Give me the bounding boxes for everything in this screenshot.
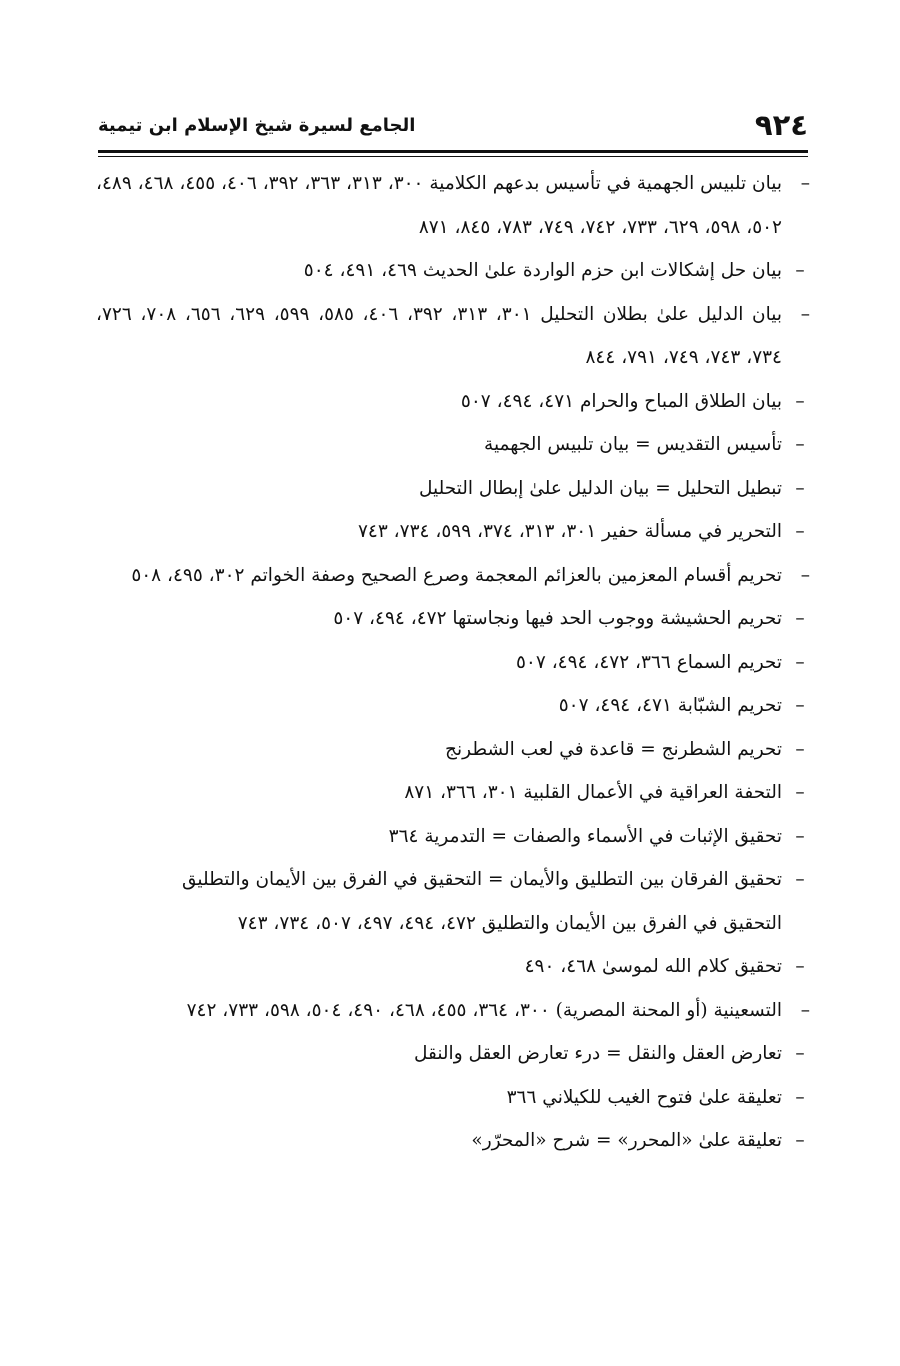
- entry-text: تحريم الحشيشة ووجوب الحد فيها ونجاستها ٤٧٢، ٤٩٤، ٥٠٧: [333, 608, 782, 629]
- index-entry: [96, 771, 810, 815]
- entry-dash: –: [795, 825, 805, 847]
- entry-text: التحفة العراقية في الأعمال القلبية ٣٠١، ٣٦٦، ٨٧١: [404, 782, 782, 803]
- entry-dash: –: [800, 173, 810, 194]
- index-entry: [96, 1032, 810, 1076]
- entry-text: التحرير في مسألة حفير ٣٠١، ٣١٣، ٣٧٤، ٥٩٩، ٧٣٤، ٧٤٣: [357, 521, 782, 542]
- index-entry: [96, 684, 810, 728]
- entry-dash: –: [795, 738, 805, 760]
- header-rule: [98, 150, 808, 153]
- entry-text: تبطيل التحليل = بيان الدليل علىٰ إبطال التحليل: [419, 477, 782, 499]
- entry-text: تحريم الشبّابة ٤٧١، ٤٩٤، ٥٠٧: [558, 695, 782, 716]
- index-entry: [96, 423, 810, 467]
- index-entry: [96, 510, 810, 554]
- entry-dash: –: [795, 608, 805, 629]
- entry-text: تعارض العقل والنقل = درء تعارض العقل والنقل: [413, 1043, 782, 1064]
- entry-text: تحريم الشطرنج = قاعدة في لعب الشطرنج: [445, 738, 782, 760]
- entry-text: تأسيس التقديس = بيان تلبيس الجهمية: [484, 434, 782, 455]
- entry-text: تحقيق الإثبات في الأسماء والصفات = التدمرية ٣٦٤: [388, 825, 782, 847]
- index-entry: [96, 249, 810, 293]
- entry-text: تعليقة علىٰ «المحرر» = شرح «المحرّر»: [471, 1130, 782, 1151]
- entry-dash: –: [795, 521, 805, 542]
- entry-dash: –: [795, 869, 805, 890]
- index-entry: [96, 858, 810, 902]
- index-entry: [96, 293, 810, 380]
- entry-text: بيان حل إشكالات ابن حزم الواردة علىٰ الحديث ٤٦٩، ٤٩١، ٥٠٤: [303, 260, 782, 281]
- index-entry: [96, 1076, 810, 1120]
- entry-text: بيان الدليل علىٰ بطلان التحليل ٣٠١، ٣١٣، ٣٩٢، ٤٠٦، ٥٨٥، ٥٩٩، ٦٢٩، ٦٥٦، ٧٠٨، ٧٢٦، ٧٣٤، ٧٤٣، ٧٤٩، ٧٩١، ٨٤٤: [96, 303, 782, 368]
- index-entry: [96, 815, 810, 859]
- entry-text: تعليقة علىٰ فتوح الغيب للكيلاني ٣٦٦: [506, 1086, 782, 1108]
- index-entry: [96, 989, 810, 1033]
- index-entry: [96, 467, 810, 511]
- entry-text: التحقيق في الفرق بين الأيمان والتطليق ٤٧٢، ٤٩٤، ٤٩٧، ٥٠٧، ٧٣٤، ٧٤٣: [237, 912, 782, 934]
- entry-text: بيان الطلاق المباح والحرام ٤٧١، ٤٩٤، ٥٠٧: [460, 390, 782, 412]
- running-title: الجامع لسيرة شيخ الإسلام ابن تيمية: [98, 115, 416, 136]
- index-entry: [96, 554, 810, 598]
- index-entry: [96, 641, 810, 685]
- entry-dash: –: [800, 999, 810, 1021]
- entry-text: بيان تلبيس الجهمية في تأسيس بدعهم الكلامية ٣٠٠، ٣١٣، ٣٦٣، ٣٩٢، ٤٠٦، ٤٥٥، ٤٦٨، ٤٨٩، ٥٠٢، ٥٩٨، ٦٢٩، ٧٣٣، ٧٤٢، ٧٤٩، ٧٨٣، ٨٤٥، ٨٧١: [96, 173, 782, 238]
- entry-dash: –: [795, 1043, 805, 1064]
- page-number: ٩٢٤: [754, 108, 808, 142]
- entry-dash: –: [795, 390, 805, 412]
- entry-dash: –: [795, 477, 805, 499]
- index-entry: [96, 728, 810, 772]
- entry-dash: –: [795, 260, 805, 281]
- index-entry: [96, 380, 810, 424]
- entry-dash: –: [795, 651, 805, 673]
- entry-text: التسعينية (أو المحنة المصرية) ٣٠٠، ٣٦٤، ٤٥٥، ٤٦٨، ٤٩٠، ٥٠٤، ٥٩٨، ٧٣٣، ٧٤٢: [186, 999, 782, 1021]
- page-header: [98, 106, 808, 150]
- index-entry: [96, 1119, 810, 1163]
- entry-text: تحقيق كلام الله لموسىٰ ٤٦٨، ٤٩٠: [524, 956, 782, 977]
- entry-text: تحقيق الفرقان بين التطليق والأيمان = التحقيق في الفرق بين الأيمان والتطليق: [181, 869, 782, 890]
- entry-dash: –: [795, 1130, 805, 1151]
- entry-dash: –: [795, 956, 805, 977]
- entry-dash: –: [800, 564, 810, 586]
- entry-dash: –: [795, 695, 805, 716]
- index-entry: [96, 597, 810, 641]
- entry-dash: –: [795, 434, 805, 455]
- entry-dash: –: [795, 782, 805, 803]
- entry-text: تحريم السماع ٣٦٦، ٤٧٢، ٤٩٤، ٥٠٧: [516, 651, 782, 673]
- index-entries: [96, 162, 810, 1163]
- entry-dash: –: [800, 303, 810, 325]
- header-rule-thin: [98, 156, 808, 157]
- index-entry-continuation: [96, 902, 810, 946]
- entry-text: تحريم أقسام المعزمين بالعزائم المعجمة وصرع الصحيح وصفة الخواتم ٣٠٢، ٤٩٥، ٥٠٨: [131, 564, 782, 586]
- index-entry: [96, 945, 810, 989]
- entry-dash: –: [795, 1086, 805, 1108]
- index-entry: [96, 162, 810, 249]
